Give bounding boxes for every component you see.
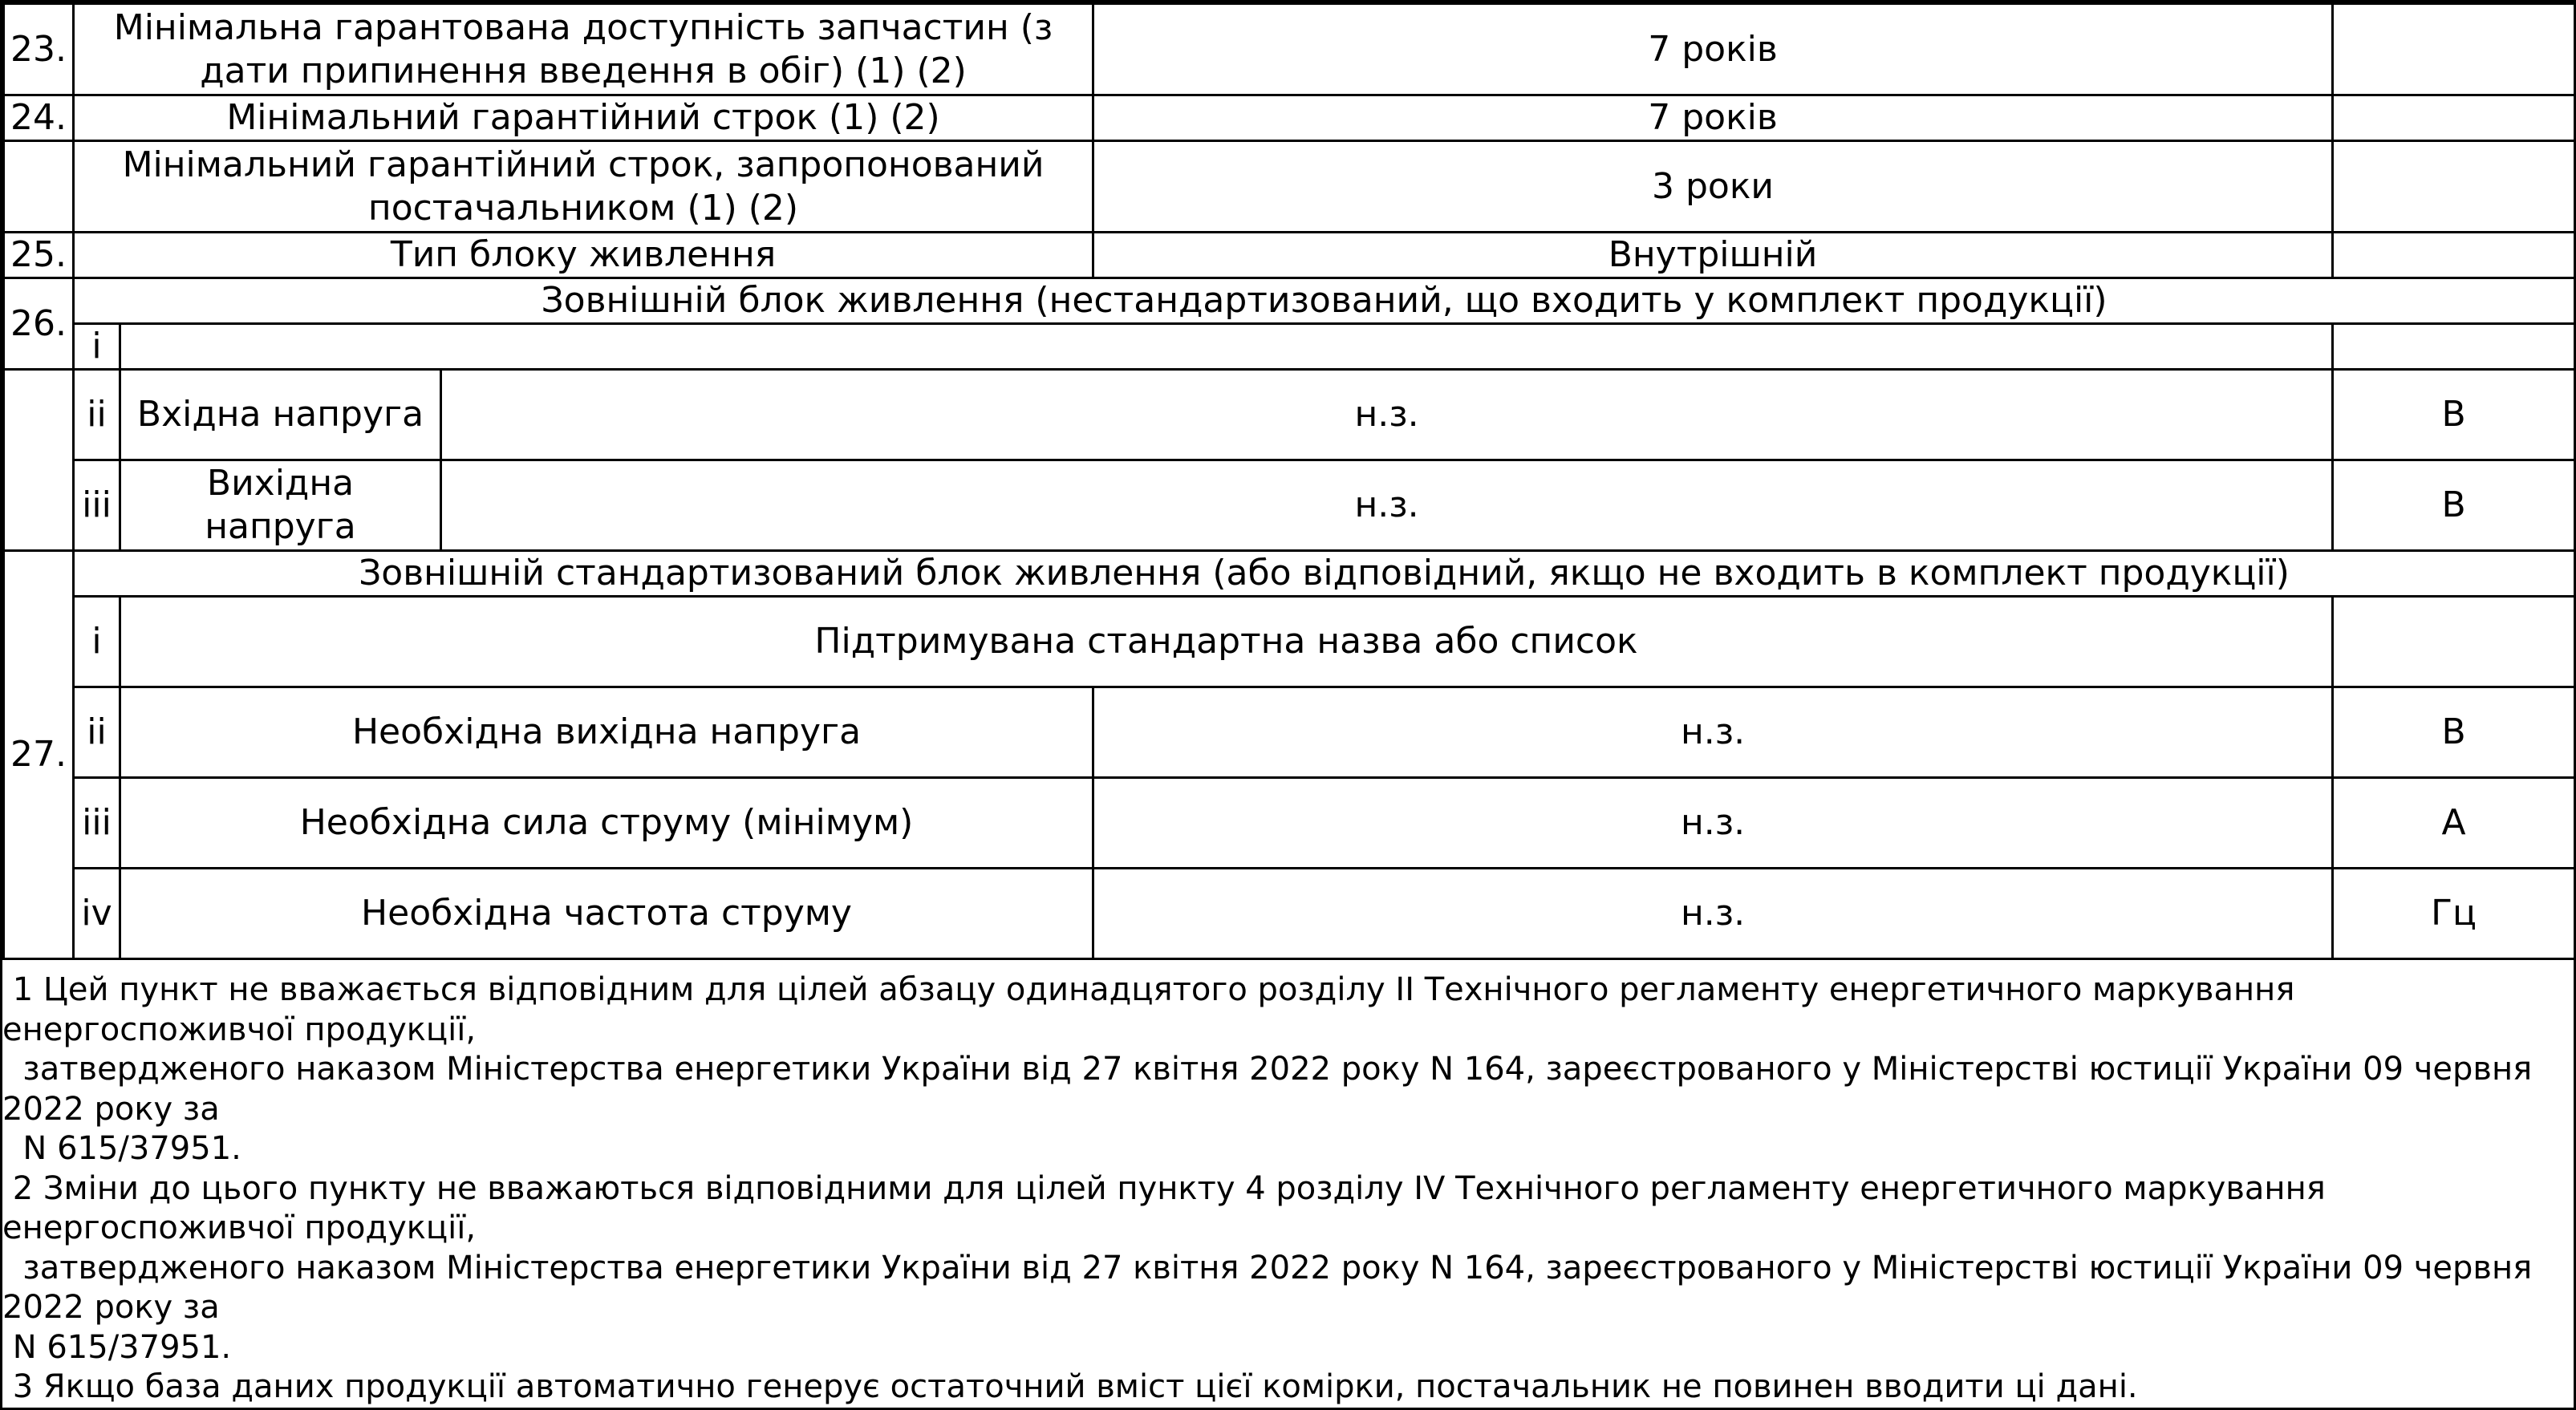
footnote-line: 2022 року за [2, 1090, 220, 1128]
table-row-26-i [4, 324, 2575, 370]
row-number: 27. [4, 551, 74, 959]
label-line: постачальником (1) (2) [367, 187, 799, 229]
label-line: Вихідна [206, 463, 355, 504]
sub-index: iii [74, 460, 120, 551]
footnote-line: 2 Зміни до цього пункту не вважаються відповідними для цілей пункту 4 розділу IV Технічного регламенту енергетичного маркування [2, 1169, 2326, 1207]
sub-label: Підтримувана стандартна назва або список [120, 597, 2333, 687]
table-row-24 [4, 95, 2575, 141]
sub-label [120, 460, 441, 551]
table-row-24b [4, 141, 2575, 233]
footnote-line: енергоспоживчої продукції, [2, 1011, 477, 1048]
label-line: дати припинення введення в обіг) (1) (2) [200, 50, 967, 91]
row-unit-empty [2333, 95, 2575, 141]
sub-index: i [74, 324, 120, 370]
sub-value: н.з. [1093, 778, 2333, 869]
row-number: 26. [4, 278, 74, 370]
unit-label: Гц [2333, 869, 2575, 959]
row-number: 24. [4, 95, 74, 141]
sub-index: ii [74, 687, 120, 778]
row-label [74, 141, 1093, 233]
row-number-empty [4, 141, 74, 233]
label-line: Мінімальний гарантійний строк, запропонований [122, 144, 1045, 185]
table-row-27-ii [4, 687, 2575, 778]
unit-label: А [2333, 778, 2575, 869]
row-number: 23. [4, 4, 74, 95]
sub-label: Необхідна вихідна напруга [120, 687, 1093, 778]
sub-value: н.з. [1093, 869, 2333, 959]
sub-index: i [74, 597, 120, 687]
sub-label-empty [120, 324, 2333, 370]
sub-label: Необхідна частота струму [120, 869, 1093, 959]
spec-table [2, 2, 2576, 960]
table-row-27-iv [4, 869, 2575, 959]
row-value: 3 роки [1093, 141, 2333, 233]
footnote-line: 3 Якщо база даних продукції автоматично генерує остаточний вміст цієї комірки, постачальник не повинен вводити ці дані. [2, 1368, 2138, 1405]
row-unit-empty [2333, 4, 2575, 95]
footnote-line: затвердженого наказом Міністерства енергетики України від 27 квітня 2022 року N 164, зареєстрованого у Міністерстві юстиції України 09 червня [2, 1051, 2533, 1088]
table-row-25 [4, 233, 2575, 278]
footnote-line: N 615/37951. [2, 1130, 241, 1167]
row-unit-empty [2333, 324, 2575, 370]
footnote-line: N 615/37951. [2, 1328, 232, 1366]
label-line: Мінімальна гарантована доступність запчастин (з [113, 6, 1053, 48]
sub-label: Вхідна напруга [120, 370, 441, 460]
table-row-26-iii [4, 460, 2575, 551]
table-row-23 [4, 4, 2575, 95]
sub-index: iii [74, 778, 120, 869]
footnote-line: 1 Цей пункт не вважається відповідним для цілей абзацу одинадцятого розділу II Технічного регламенту енергетичного маркування [2, 971, 2295, 1008]
row-unit-empty [2333, 233, 2575, 278]
table-row-26-title [4, 278, 2575, 324]
row-value: 7 років [1093, 95, 2333, 141]
sub-value: н.з. [1093, 687, 2333, 778]
row-number: 25. [4, 233, 74, 278]
sub-label: Необхідна сила струму (мінімум) [120, 778, 1093, 869]
unit-label: В [2333, 687, 2575, 778]
label-line: напруга [205, 506, 356, 547]
footnote-line: енергоспоживчої продукції, [2, 1209, 477, 1246]
section-title: Зовнішній блок живлення (нестандартизований, що входить у комплект продукції) [74, 278, 2575, 324]
sub-value: н.з. [441, 460, 2333, 551]
row-label: Тип блоку живлення [74, 233, 1093, 278]
row-unit-empty [2333, 141, 2575, 233]
row-number-empty [4, 370, 74, 551]
footnote-line: затвердженого наказом Міністерства енергетики України від 27 квітня 2022 року N 164, зареєстрованого у Міністерстві юстиції України 09 червня [2, 1249, 2533, 1286]
table-row-27-i [4, 597, 2575, 687]
table-row-27-title [4, 551, 2575, 597]
footnotes [2, 967, 2574, 1408]
sub-index: iv [74, 869, 120, 959]
sub-index: ii [74, 370, 120, 460]
row-label: Мінімальний гарантійний строк (1) (2) [74, 95, 1093, 141]
table-row-26-ii [4, 370, 2575, 460]
row-value: 7 років [1093, 4, 2333, 95]
row-unit-empty [2333, 597, 2575, 687]
unit-label: В [2333, 460, 2575, 551]
unit-label: В [2333, 370, 2575, 460]
row-value: Внутрішній [1093, 233, 2333, 278]
table-row-27-iii [4, 778, 2575, 869]
footnote-line: 2022 року за [2, 1289, 220, 1326]
sub-value: н.з. [441, 370, 2333, 460]
section-title: Зовнішній стандартизований блок живлення (або відповідний, якщо не входить в комплект продукції) [74, 551, 2575, 597]
row-label [74, 4, 1093, 95]
